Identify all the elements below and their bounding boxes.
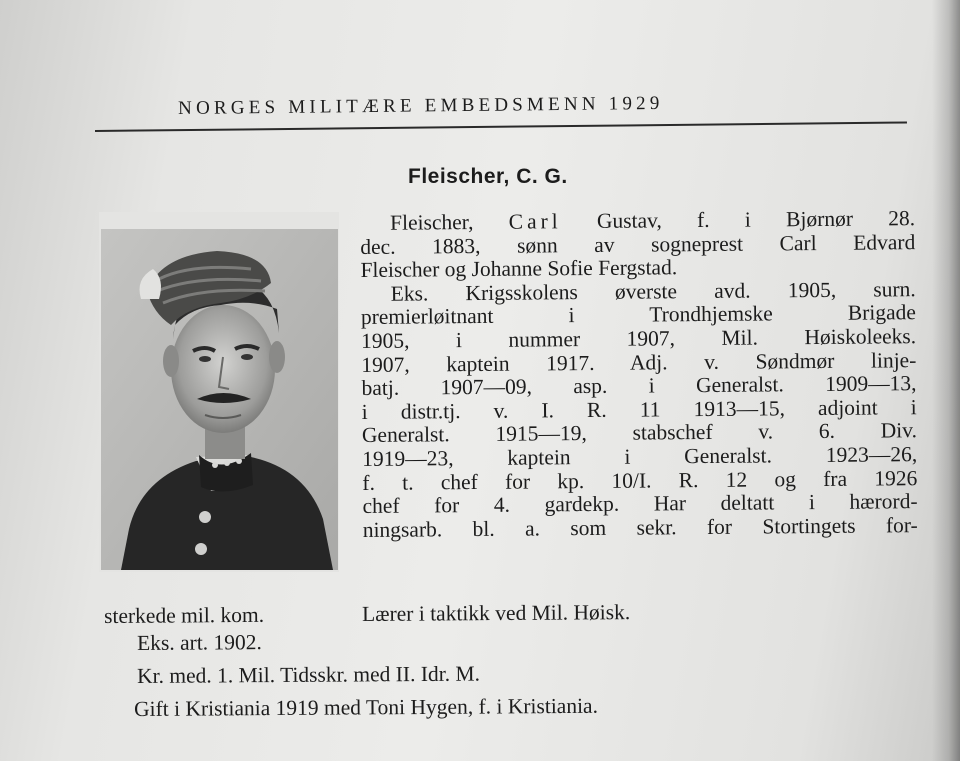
bio-line: batj. 1907—09, asp. i Generalst. 1909—13, [361, 371, 917, 401]
bio-line: f. t. chef for kp. 10/I. R. 12 og fra 1926 [362, 465, 918, 495]
wrap-line-right: Lærer i taktikk ved Mil. Høisk. [362, 600, 631, 626]
wrap-line-left: sterkede mil. kom. [104, 602, 265, 628]
exam-line: Eks. art. 1902. [137, 630, 262, 655]
bio-line: 1905, i nummer 1907, Mil. Høiskoleeks. [361, 324, 917, 353]
biography-text [360, 207, 918, 542]
entry-title: Fleischer, C. G. [408, 165, 568, 188]
bio-line: dec. 1883, sønn av sogneprest Carl Edvard [360, 229, 916, 259]
bio-line: ningsarb. bl. a. som sekr. for Stortingets for- [362, 512, 918, 542]
bio-line: i distr.tj. v. I. R. 11 1913—15, adjoint i [361, 394, 917, 424]
bio-line: Fleischer, Carl Gustav, f. i Bjørnør 28. [389, 206, 916, 235]
bio-line: Eks. Krigsskolens øverste avd. 1905, surn. [390, 276, 916, 306]
header-rule [95, 121, 907, 132]
bio-line: premierløitnant i Trondhjemske Brigade [360, 300, 917, 330]
page-edge-shadow [932, 0, 960, 761]
running-head: NORGES MILITÆRE EMBEDSMENN 1929 [178, 92, 664, 119]
marriage-line: Gift i Kristiania 1919 med Toni Hygen, f. i Kristiania. [134, 693, 599, 721]
medals-line: Kr. med. 1. Mil. Tidsskr. med II. Idr. M. [137, 661, 481, 688]
officer-portrait [101, 229, 338, 570]
bio-line: Fleischer og Johanne Sofie Fergstad. [360, 255, 678, 283]
bio-line: 1907, kaptein 1917. Adj. v. Søndmør linje- [361, 347, 917, 377]
bio-line: chef for 4. gardekp. Har deltatt i hærord- [362, 489, 918, 519]
bio-line: 1919—23, kaptein i Generalst. 1923—26, [362, 442, 918, 471]
bio-line: Generalst. 1915—19, stabschef v. 6. Div. [361, 418, 918, 448]
